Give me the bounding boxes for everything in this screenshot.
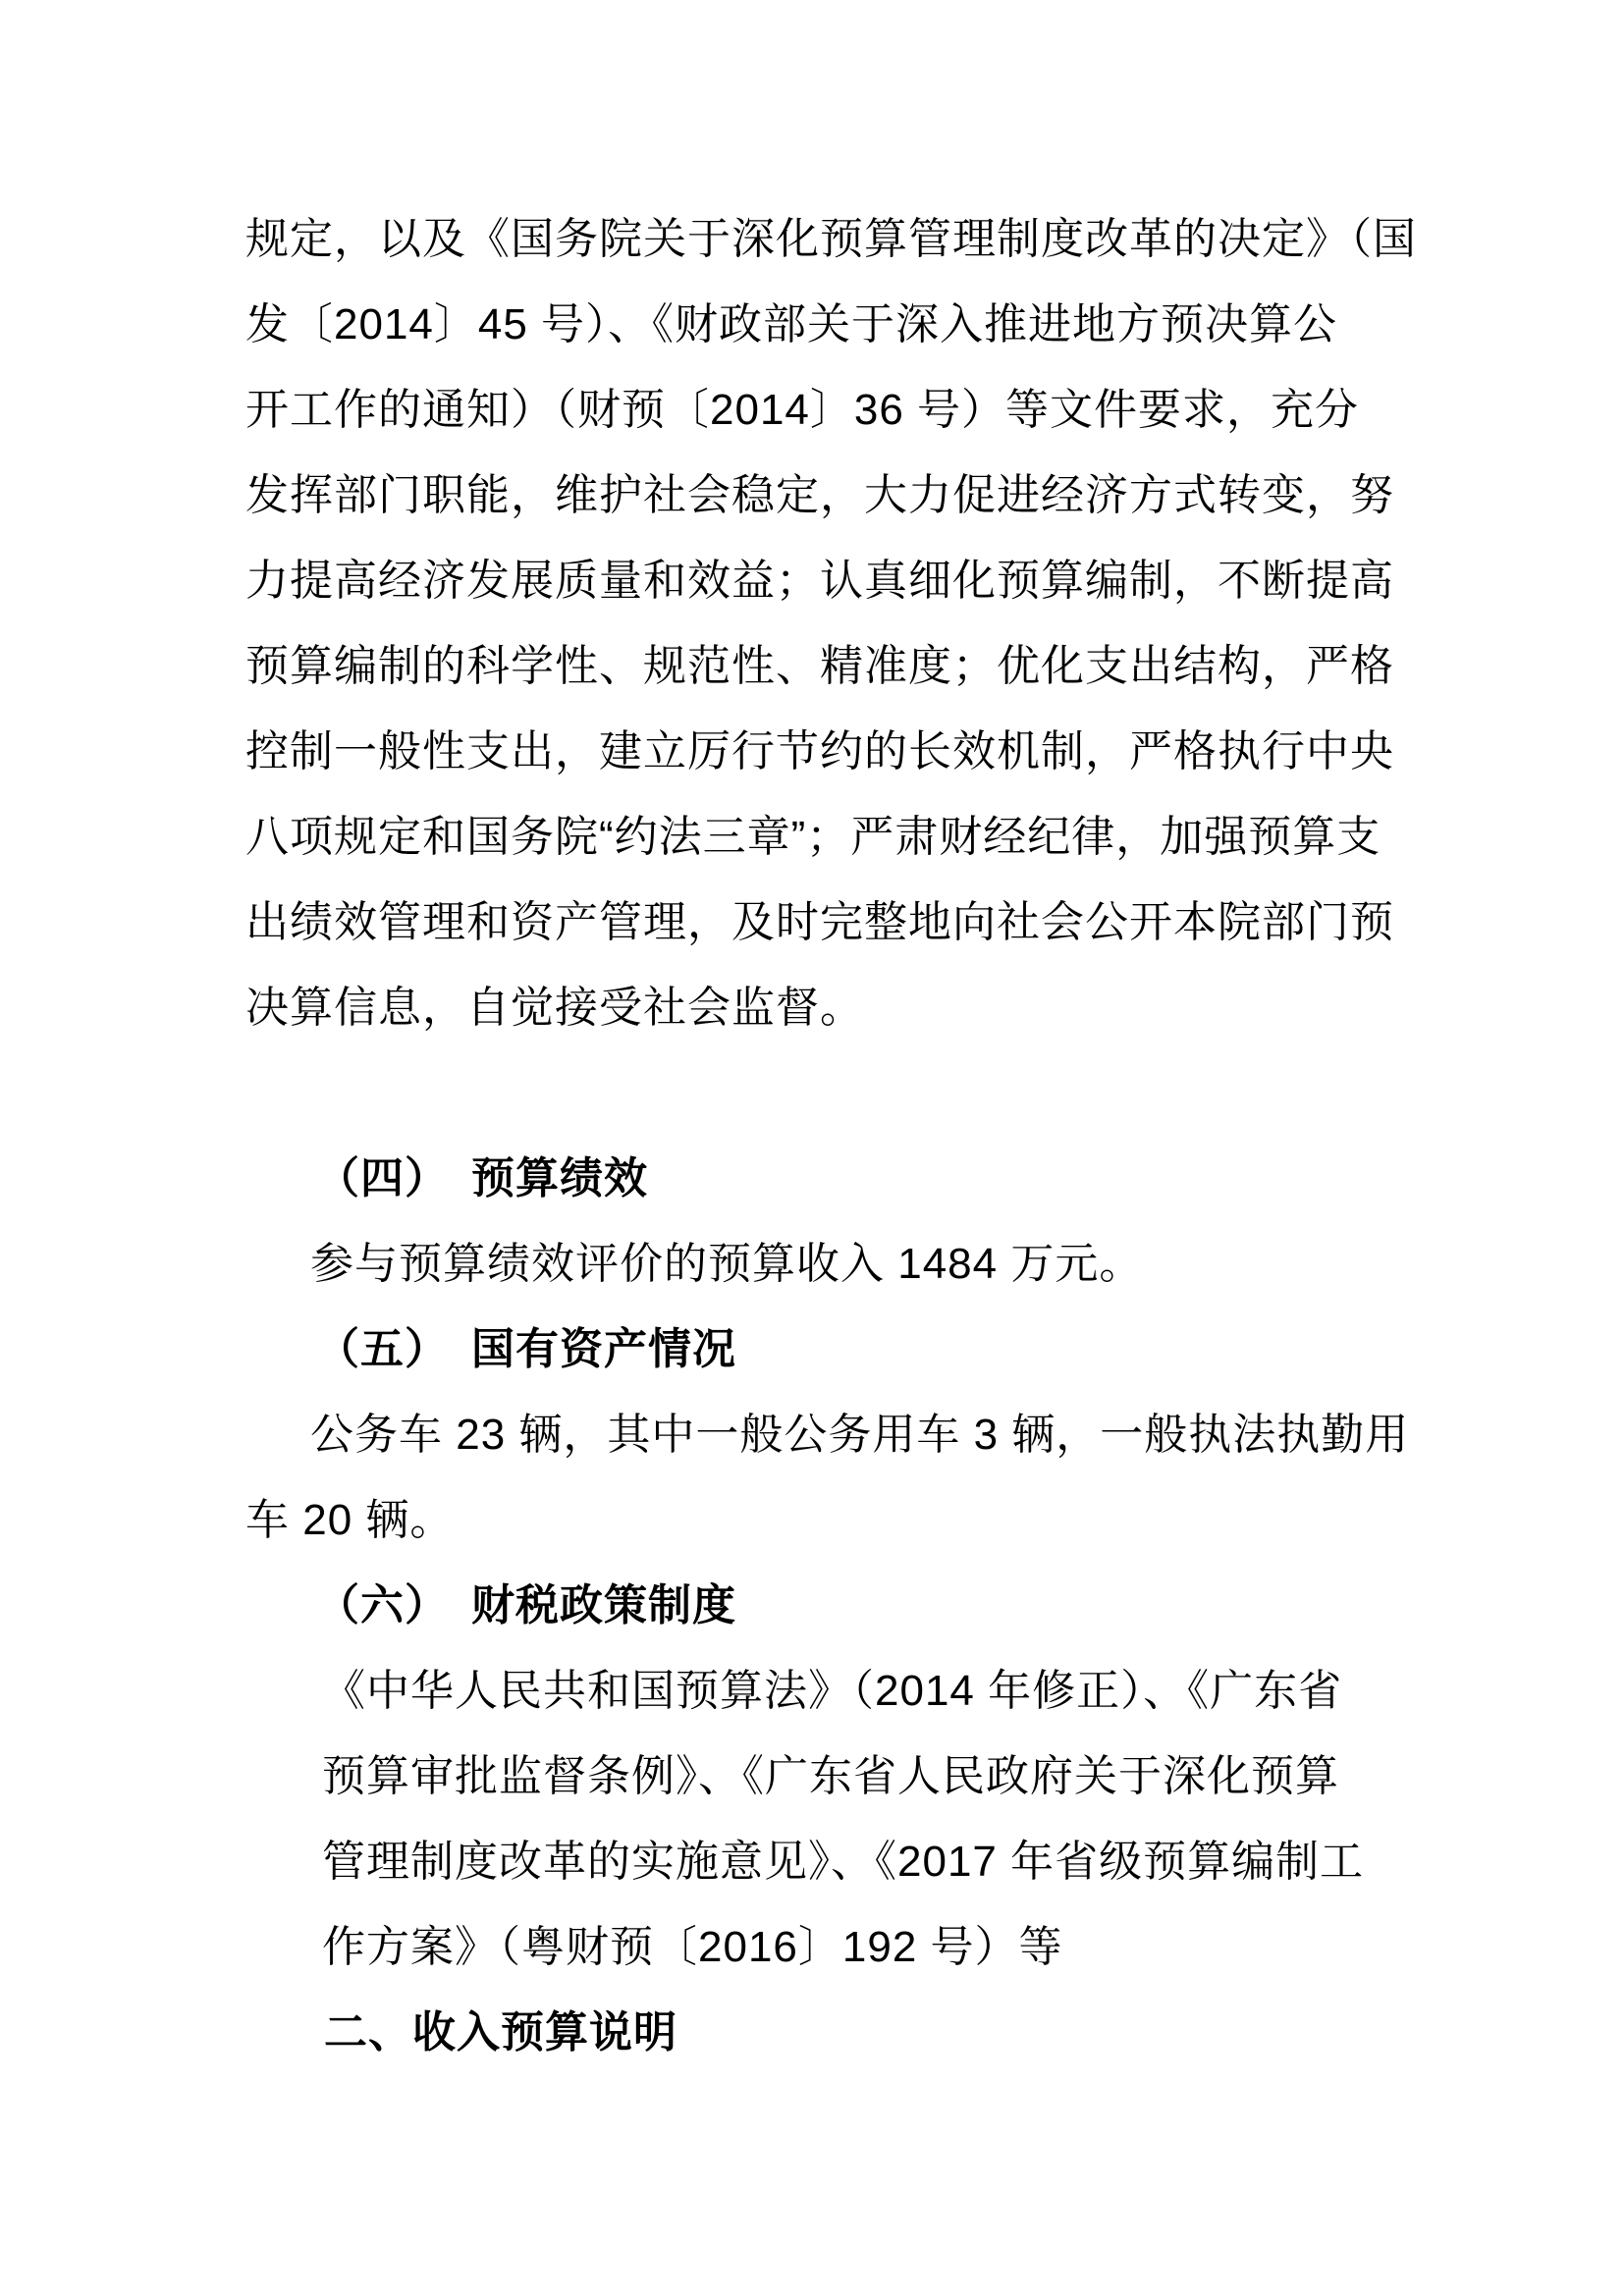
section-heading-5-state-assets: （五） 国有资产情况	[316, 1325, 736, 1373]
intro-paragraph-line: 预算编制的科学性、规范性、精准度；优化支出结构，严格	[245, 642, 1394, 690]
blank-line	[245, 1050, 1375, 1136]
section-6-citation-line: 管理制度改革的实施意见》、《2017 年省级预算编制工	[322, 1838, 1365, 1886]
intro-paragraph-line: 发挥部门职能，维护社会稳定，大力促进经济方式转变，努	[245, 471, 1394, 519]
intro-paragraph-line: 控制一般性支出，建立厉行节约的长效机制，严格执行中央	[245, 727, 1394, 775]
intro-paragraph-line: 八项规定和国务院“约法三章”；严肃财经纪律，加强预算支	[245, 813, 1381, 861]
intro-paragraph-line: 决算信息，自觉接受社会监督。	[245, 984, 864, 1032]
intro-paragraph-line: 开工作的通知）（财预〔2014〕36 号）等文件要求，充分	[245, 386, 1360, 434]
section-6-citation-line: 作方案》（粤财预〔2016〕192 号）等	[322, 1923, 1063, 1971]
section-heading-6-fiscal-tax-policy: （六） 财税政策制度	[316, 1581, 736, 1629]
intro-paragraph-line: 规定，以及《国务院关于深化预算管理制度改革的决定》（国	[245, 215, 1417, 263]
intro-paragraph-line: 力提高经济发展质量和效益；认真细化预算编制，不断提高	[245, 557, 1394, 605]
intro-paragraph-line: 出绩效管理和资产管理，及时完整地向社会公开本院部门预	[245, 898, 1394, 946]
section-6-citation-line: 预算审批监督条例》、《广东省人民政府关于深化预算	[322, 1752, 1339, 1800]
section-5-body-line: 车 20 辆。	[245, 1496, 455, 1544]
section-heading-4-budget-performance: （四） 预算绩效	[316, 1154, 648, 1202]
document-text-area	[245, 196, 1417, 2075]
section-heading-revenue-budget-explanation: 二、收入预算说明	[324, 2008, 677, 2056]
intro-paragraph-line: 发〔2014〕45 号）、《财政部关于深入推进地方预决算公	[245, 300, 1338, 348]
section-4-body-line: 参与预算绩效评价的预算收入 1484 万元。	[310, 1240, 1144, 1288]
section-6-citation-line: 《中华人民共和国预算法》（2014 年修正）、《广东省	[322, 1667, 1343, 1715]
section-5-body-line: 公务车 23 辆，其中一般公务用车 3 辆，一般执法执勤用	[310, 1411, 1410, 1459]
